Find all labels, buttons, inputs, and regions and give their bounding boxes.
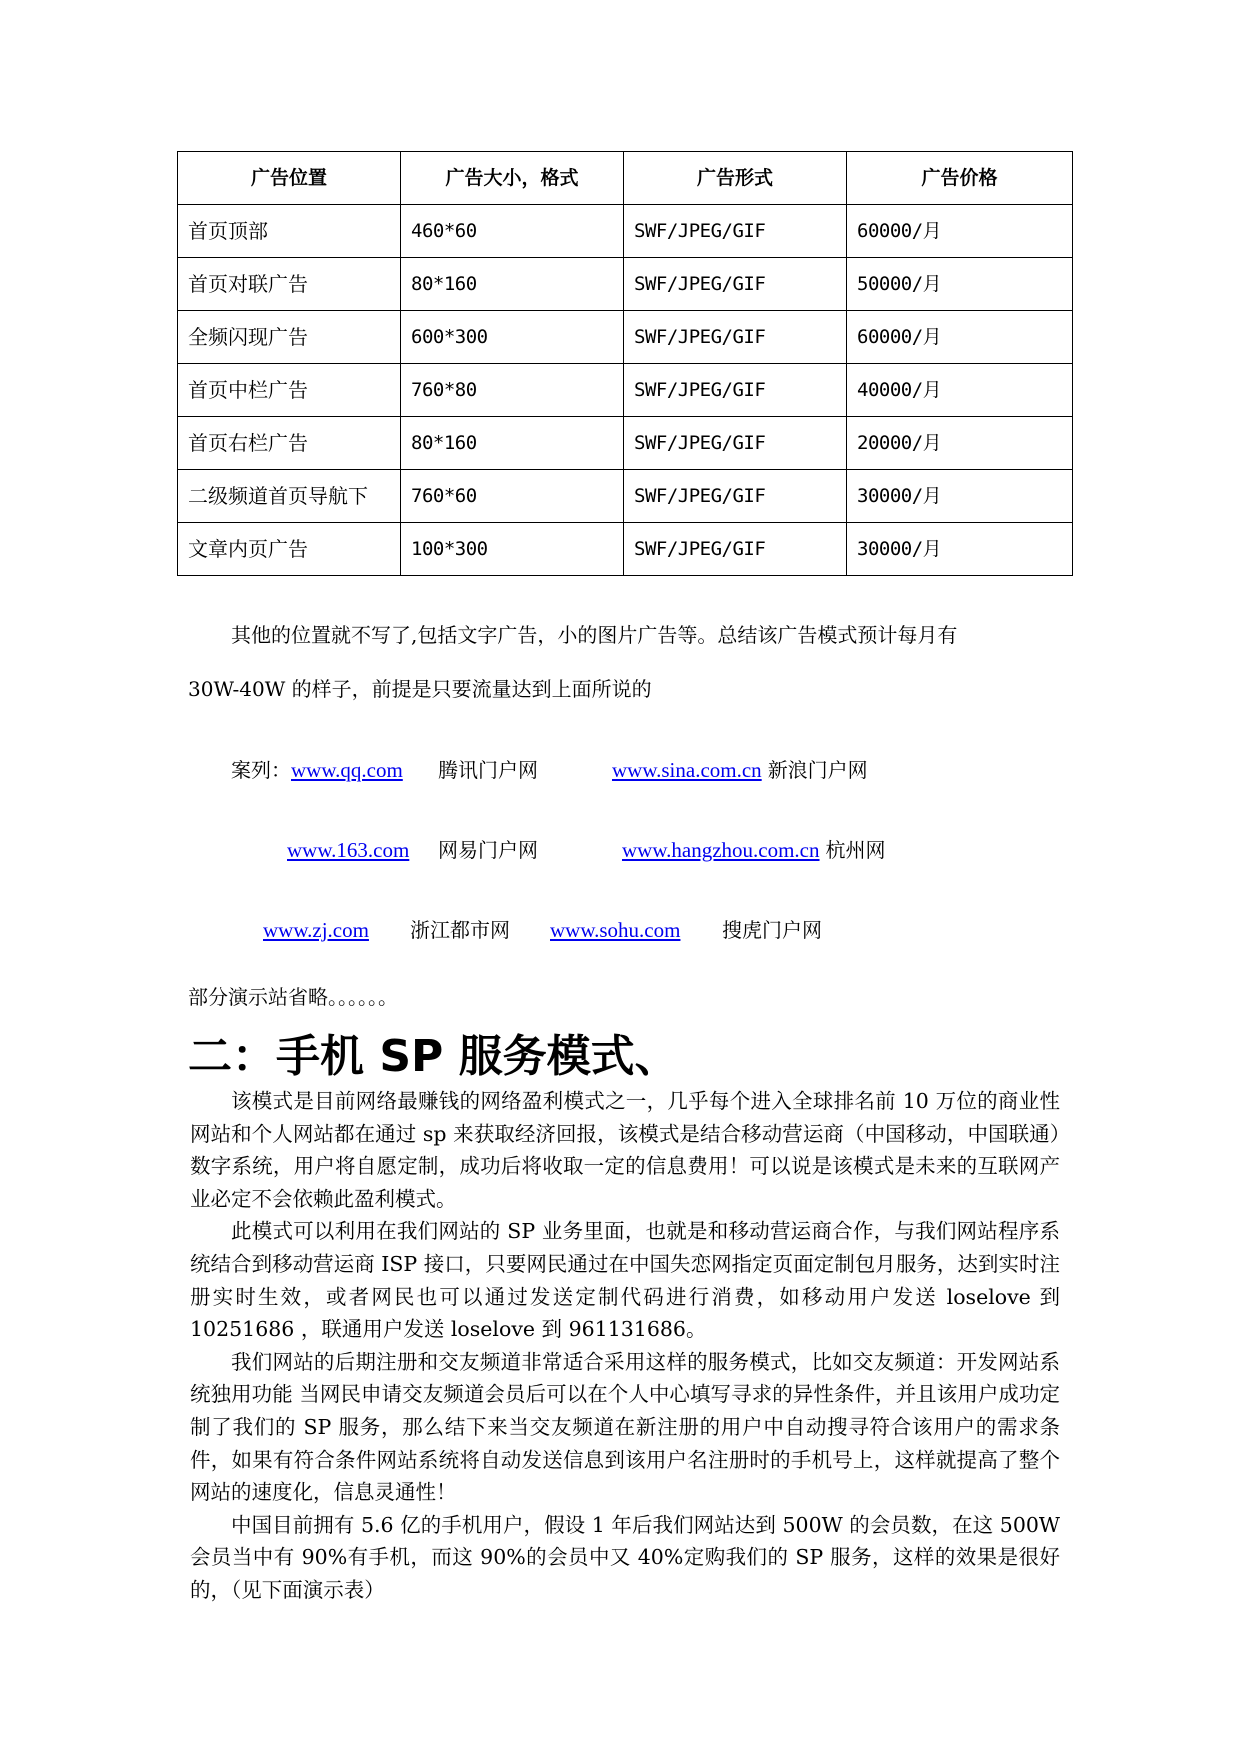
table-row	[178, 417, 1073, 470]
table-header-row	[178, 152, 1073, 205]
cell-price: 30000/月	[847, 470, 1073, 523]
cell-price: 40000/月	[847, 364, 1073, 417]
case-label-sina: 新浪门户网	[767, 758, 868, 782]
ad-pricing-table	[177, 151, 1073, 576]
header-ad-form: 广告形式	[624, 152, 847, 205]
cell-size: 460*60	[401, 205, 624, 258]
case-entry-sohu	[550, 916, 680, 944]
table-row	[178, 523, 1073, 576]
table-row	[178, 470, 1073, 523]
cell-price: 60000/月	[847, 311, 1073, 364]
cell-format: SWF/JPEG/GIF	[624, 205, 847, 258]
cell-format: SWF/JPEG/GIF	[624, 417, 847, 470]
cell-size: 100*300	[401, 523, 624, 576]
cell-size: 80*160	[401, 417, 624, 470]
cell-format: SWF/JPEG/GIF	[624, 523, 847, 576]
cell-format: SWF/JPEG/GIF	[624, 470, 847, 523]
cell-position: 首页顶部	[178, 205, 401, 258]
body-paragraph-2: 此模式可以利用在我们网站的 SP 业务里面，也就是和移动营运商合作，与我们网站程序系统结合到移动营运商 ISP 接口，只要网民通过在中国失恋网指定页面定制包月服务，达到实时注册实时生效，或者网民也可以通过发送定制代码进行消费，如移动用户发送 loselove 到 10251686 ，联通用户发送 loselove 到 961131686。	[190, 1219, 1060, 1342]
cell-position: 文章内页广告	[178, 523, 401, 576]
cell-position: 首页中栏广告	[178, 364, 401, 417]
header-ad-price: 广告价格	[847, 152, 1073, 205]
table-row	[178, 311, 1073, 364]
body-paragraph-1: 该模式是目前网络最赚钱的网络盈利模式之一，几乎每个进入全球排名前 10 万位的商业性网站和个人网站都在通过 sp 来获取经济回报，该模式是结合移动营运商（中国移动，中国联通）数字系统，用户将自愿定制，成功后将收取一定的信息费用！可以说是该模式是未来的互联网产业必定不会依赖此盈利模式。	[190, 1089, 1060, 1211]
case-label-163: 网易门户网	[438, 838, 538, 862]
cell-format: SWF/JPEG/GIF	[624, 311, 847, 364]
summary-line-1: 其他的位置就不写了,包括文字广告，小的图片广告等。总结该广告模式预计每月有	[231, 623, 958, 647]
cell-format: SWF/JPEG/GIF	[624, 258, 847, 311]
case-link-hangzhou[interactable]: www.hangzhou.com.cn	[622, 838, 820, 862]
cases-row-1	[231, 756, 403, 784]
case-entry-sina	[612, 756, 868, 784]
case-label-qq: 腾讯门户网	[438, 758, 538, 782]
case-entry-hangzhou	[622, 836, 886, 864]
cell-position: 二级频道首页导航下	[178, 470, 401, 523]
body-paragraph-4: 中国目前拥有 5.6 亿的手机用户，假设 1 年后我们网站达到 500W 的会员数，在这 500W 会员当中有 90%有手机，而这 90%的会员中又 40%定购我们的 SP 服务，这样的效果是很好的，（见下面演示表）	[190, 1512, 1060, 1602]
cell-position: 全频闪现广告	[178, 311, 401, 364]
cell-price: 50000/月	[847, 258, 1073, 311]
case-link-163[interactable]: www.163.com	[287, 838, 410, 862]
cell-position: 首页对联广告	[178, 258, 401, 311]
cell-size: 760*60	[401, 470, 624, 523]
case-entry-zj	[263, 916, 369, 944]
case-link-sohu[interactable]: www.sohu.com	[550, 918, 681, 942]
cell-size: 760*80	[401, 364, 624, 417]
case-label-hangzhou: 杭州网	[825, 838, 886, 862]
case-label-zj: 浙江都市网	[410, 918, 510, 942]
case-link-zj[interactable]: www.zj.com	[263, 918, 369, 942]
body-paragraph-3: 我们网站的后期注册和交友频道非常适合采用这样的服务模式，比如交友频道：开发网站系统独用功能 当网民申请交友频道会员后可以在个人中心填写寻求的异性条件，并且该用户成功定制了我们的 SP 服务，那么结下来当交友频道在新注册的用户中自动搜寻符合该用户的需求条件，如果有符合条件网站系统将自动发送信息到该用户名注册时的手机号上，这样就提高了整个网站的速度化，信息灵通性！	[190, 1349, 1060, 1505]
cell-size: 600*300	[401, 311, 624, 364]
section-2-heading: 二：手机 SP 服务模式、	[188, 1031, 679, 1082]
case-entry-163	[287, 836, 409, 864]
cell-size: 80*160	[401, 258, 624, 311]
cell-price: 60000/月	[847, 205, 1073, 258]
case-label-sohu: 搜虎门户网	[722, 918, 822, 942]
omitted-note: 部分演示站省略。。。。。。	[188, 985, 398, 1009]
table-row	[178, 258, 1073, 311]
cell-price: 20000/月	[847, 417, 1073, 470]
summary-line-2: 30W-40W 的样子，前提是只要流量达到上面所说的	[188, 677, 652, 701]
table-row	[178, 364, 1073, 417]
case-link-qq[interactable]: www.qq.com	[291, 758, 403, 782]
cell-price: 30000/月	[847, 523, 1073, 576]
section-2-body	[190, 1085, 1060, 1607]
header-ad-size-format: 广告大小，格式	[401, 152, 624, 205]
table-row	[178, 205, 1073, 258]
header-ad-position: 广告位置	[178, 152, 401, 205]
case-link-sina[interactable]: www.sina.com.cn	[612, 758, 762, 782]
cases-prefix: 案列：	[231, 758, 291, 782]
cell-position: 首页右栏广告	[178, 417, 401, 470]
cell-format: SWF/JPEG/GIF	[624, 364, 847, 417]
